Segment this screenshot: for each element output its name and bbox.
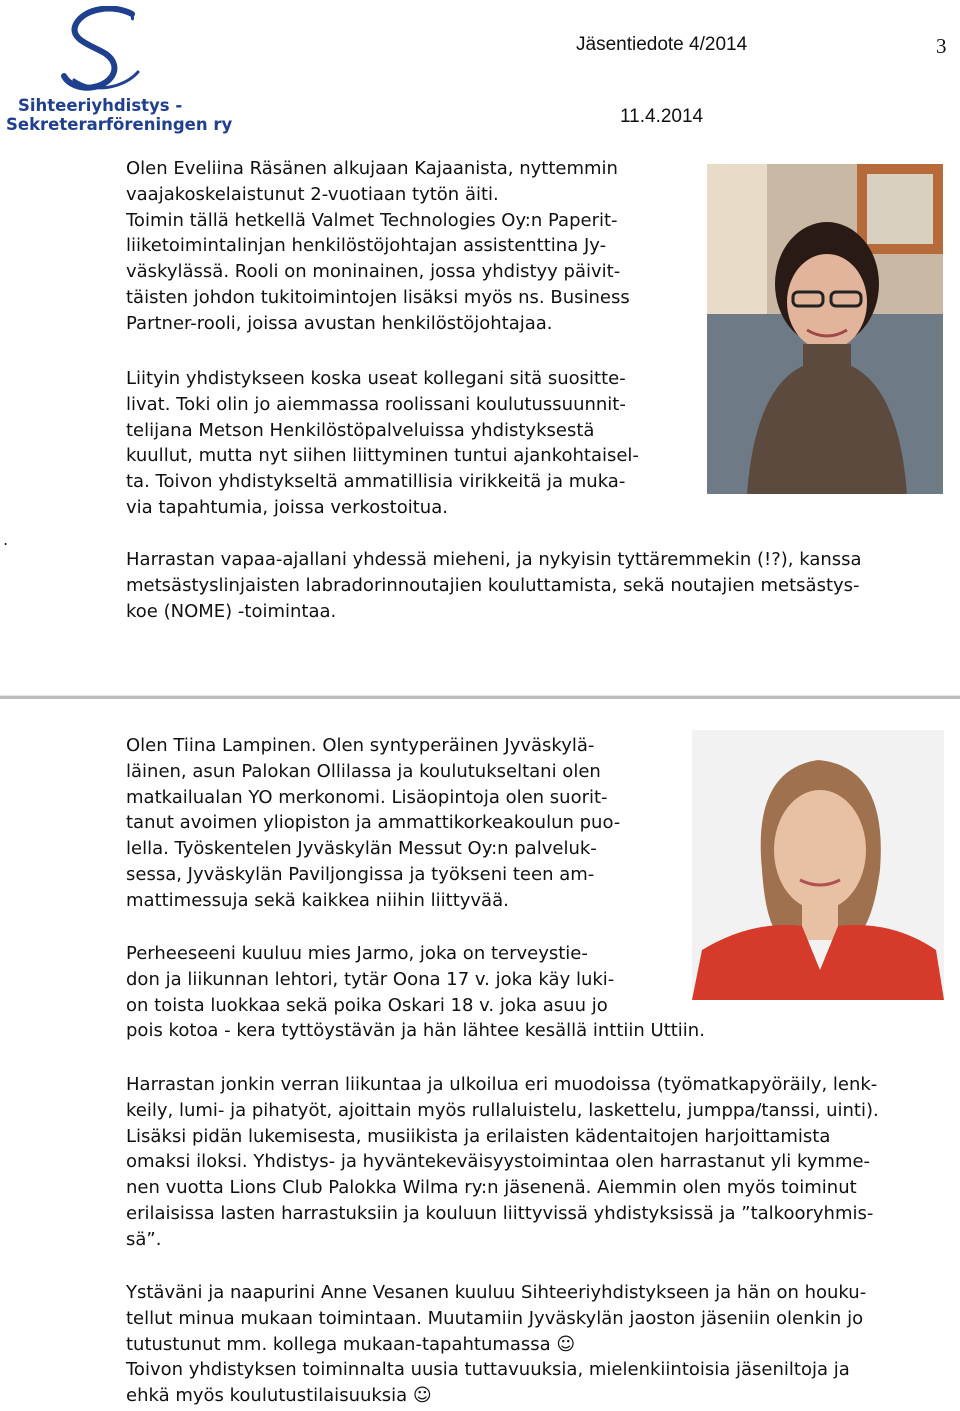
page-number: 3 bbox=[936, 34, 947, 58]
section1-hobbies-paragraph: Harrastan vapaa-ajallani yhdessä mieheni, ja nykyisin tyttäremmekin (!?), kanssa metsästyslinjaisten labradorinnoutajien kouluttamista, sekä noutajien metsästys- koe (NOME) -toimintaa. bbox=[126, 549, 862, 622]
stray-dot: . bbox=[3, 530, 9, 549]
portrait-photo-tiina bbox=[692, 730, 944, 1000]
logo-text-line1: Sihteeriyhdistys - bbox=[18, 96, 183, 115]
association-logo bbox=[6, 6, 233, 134]
section2-hobbies-paragraph: Harrastan jonkin verran liikuntaa ja ulkoilua eri muodoissa (työmatkapyöräily, lenk- keily, lumi- ja pihatyöt, ajoittain myös rullaluistelu, laskettelu, jumppa/tanssi, uinti). Lisäksi pidän lukemisesta, musiikista ja erilaisten kädentaitojen harjoittamista omaksi iloksi. Yhdistys- ja hyväntekeväisyystoimintaa olen harrastanut yli kymme- nen vuotta Lions Club Palokka Wilma ry:n jäsenenä. Aiemmin olen myös toiminut erilaisissa lasten harrastuksiin ja kouluun liittyvissä yhdistyksissä ja ”talkooryhmis- sä”. bbox=[126, 1074, 879, 1250]
section-divider bbox=[0, 695, 960, 699]
section2-intro-paragraph: Olen Tiina Lampinen. Olen syntyperäinen Jyväskylä- läinen, asun Palokan Ollilassa ja koulutukseltani olen matkailualan YO merkonomi. Lisäopintoja olen suorit- tanut avoimen yliopiston ja ammattikorkeakoulun puo- lella. Työskentelen Jyväskylän Messut Oy:n palveluk- sessa, Jyväskylän Paviljongissa ja työkseni teen am- mattimessuja sekä kaikkea niihin liittyvää. bbox=[126, 735, 621, 911]
logo-text-line2: Sekreterarföreningen ry bbox=[6, 115, 233, 134]
portrait-photo-eveliina bbox=[707, 164, 943, 494]
section2-friends-paragraph: Ystäväni ja naapurini Anne Vesanen kuuluu Sihteeriyhdistykseen ja hän on houku- tellut minua mukaan toimintaan. Muutamiin Jyväskylän jaoston jäseniin olenkin jo tutustunut mm. kollega mukaan-tapahtumassa ☺ Toivon yhdistyksen toiminnalta uusia tuttavuuksia, mielenkiintoisia jäseniltoja ja ehkä myös koulutustilaisuuksia ☺ bbox=[126, 1282, 867, 1407]
section1-joining-paragraph: Liityin yhdistykseen koska useat kollegani sitä suositte- livat. Toki olin jo aiemmassa roolissani koulutussuunnit- telijana Metson Henkilöstöpalveluissa yhdistyksestä kuullut, mutta nyt siihen liittyminen tuntui ajankohtaisel- ta. Toivon yhdistykseltä ammatillisia virikkeitä ja muka- via tapahtumia, joissa verkostoitua. bbox=[126, 368, 639, 518]
section2-family-paragraph: Perheeseeni kuuluu mies Jarmo, joka on terveystie- don ja liikunnan lehtori, tytär Oona 17 v. joka käy luki- on toista luokkaa sekä poika Oskari 18 v. joka asuu jo pois kotoa - kera tyttöystävän ja hän lähtee kesällä inttiin Uttiin. bbox=[126, 943, 705, 1042]
newsletter-title: Jäsentiedote 4/2014 bbox=[576, 34, 748, 55]
section1-intro-paragraph: Olen Eveliina Räsänen alkujaan Kajaanista, nyttemmin vaajakoskelaistunut 2-vuotiaan tytön äiti. Toimin tällä hetkellä Valmet Technologies Oy:n Paperit- liiketoimintalinjan henkilöstöjohtajan assistenttina Jy- väskylässä. Rooli on moninainen, jossa yhdistyy päivit- täisten johdon tukitoimintojen lisäksi myös ns. Business Partner-rooli, joissa avustan henkilöstöjohtajaa. bbox=[126, 158, 630, 334]
issue-date: 11.4.2014 bbox=[620, 106, 704, 127]
s-logo-mark-icon bbox=[54, 6, 154, 94]
